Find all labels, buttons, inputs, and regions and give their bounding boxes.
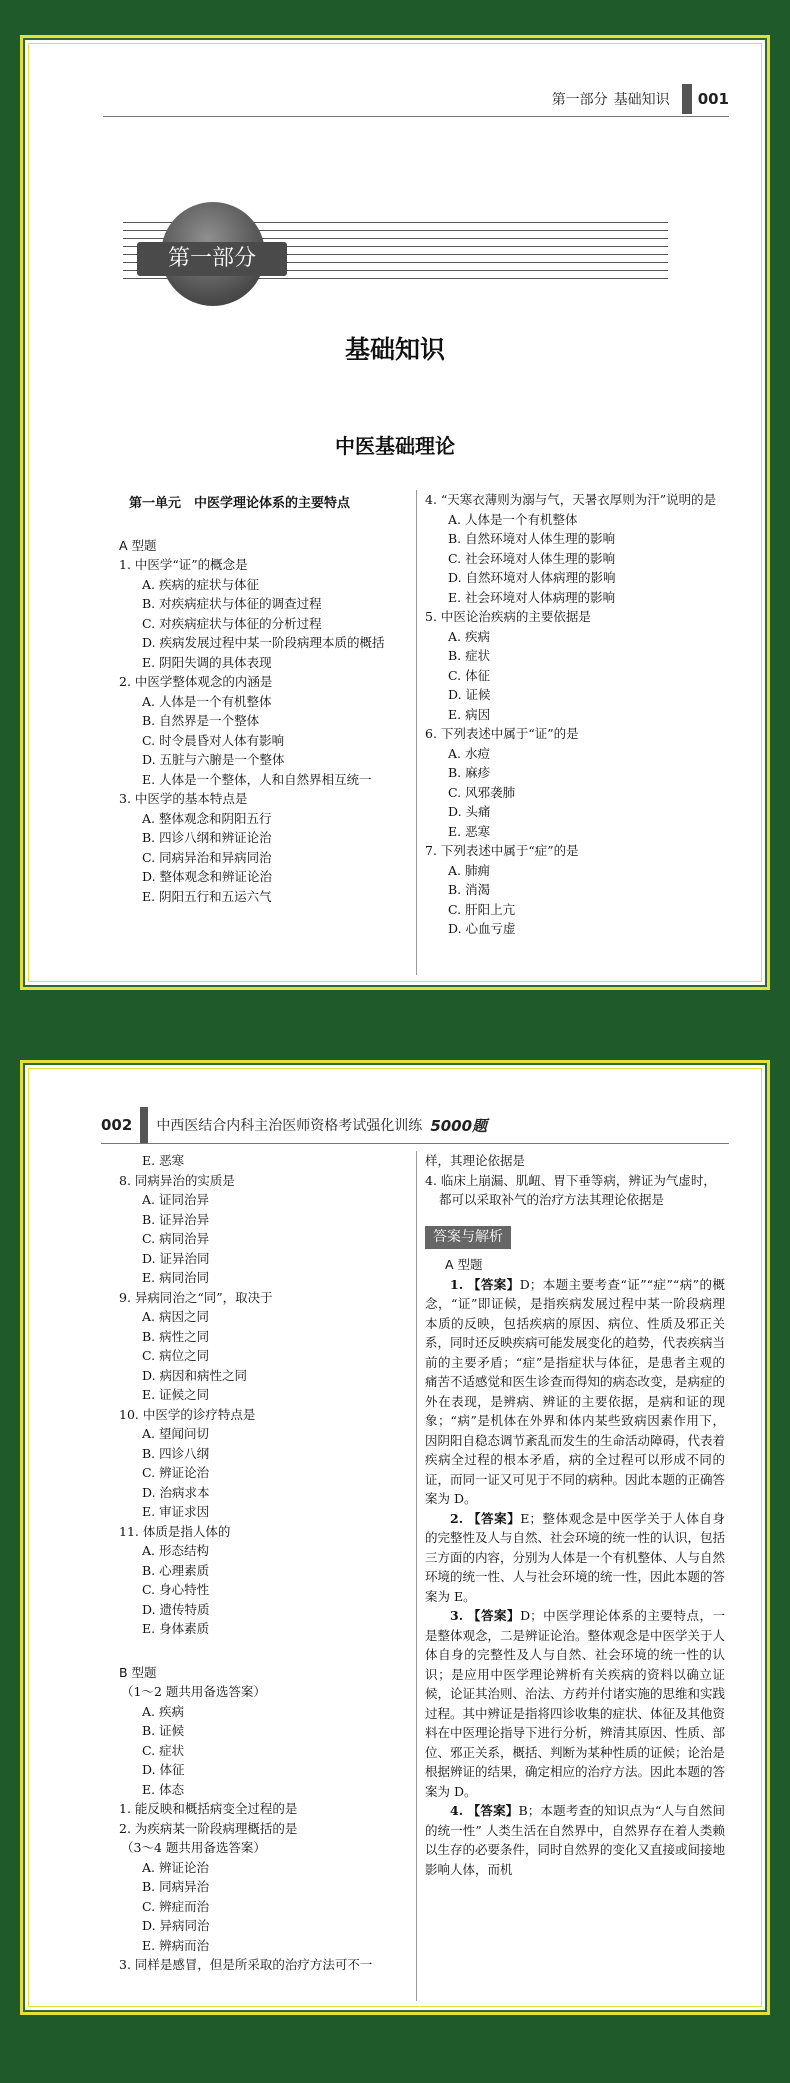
- answer-option: C. 病同治异: [142, 1231, 210, 1246]
- question-stem: 4. “天寒衣薄则为溺与气，天暑衣厚则为汗”说明的是: [425, 492, 717, 507]
- answer-option: B. 对疾病症状与体征的调查过程: [142, 596, 322, 611]
- answer-option: C. 身心特性: [142, 1582, 210, 1597]
- answer-option: E. 审证求因: [142, 1504, 210, 1519]
- answer-option: C. 对疾病症状与体征的分析过程: [142, 615, 322, 631]
- question-type-label: B 型题: [119, 1664, 157, 1680]
- answer-option: D. 疾病发展过程中某一阶段病理本质的概括: [142, 635, 385, 650]
- header-section: 第一部分: [551, 92, 608, 108]
- book-page-001: [20, 35, 770, 990]
- answer-option: D. 头痛: [448, 804, 491, 819]
- answer-text: D；中医学理论体系的主要特点，一是整体观念，二是辨证论治。整体观念是中医学关于人体自身的完整性及人与自然、社会环境的统一性的认识；是应用中医学理论辨析有关疾病的资料以确立证候，论证其治则、治法、方药并付诸实施的思维和实践过程。其中辨证是指将四诊收集的症状、体征及其他资料在中医理论指导下进行分析，辨清其原因、性质、部位、邪正关系，概括、判断为某种性质的证候；论治是根据辨证的结果，确定相应的治疗方法。因此本题的答案为 D。: [425, 1608, 726, 1799]
- answer-option: E. 人体是一个整体，人和自然界相互统一: [142, 771, 372, 787]
- answer-option: E. 证候之同: [142, 1387, 210, 1402]
- answer-option: D. 证候: [448, 687, 491, 702]
- answer-option: D. 体征: [142, 1762, 185, 1777]
- answer-option: C. 辨证论治: [142, 1465, 210, 1480]
- right-column: [425, 490, 725, 939]
- answer-option: E. 病同治同: [142, 1270, 210, 1285]
- answer-option: E. 社会环境对人体病理的影响: [448, 589, 616, 605]
- question-stem: 8. 同病异治的实质是: [119, 1172, 235, 1188]
- answer-explanation: [425, 1509, 725, 1607]
- answer-section-heading: 答案与解析: [425, 1226, 511, 1250]
- answer-option: A. 人体是一个有机整体: [448, 511, 578, 527]
- answer-option: A. 肺痈: [448, 862, 490, 878]
- banner-label: 第一部分: [137, 242, 287, 276]
- answer-option: B. 证异治异: [142, 1211, 210, 1227]
- question-stem: 6. 下列表述中属于“证”的是: [425, 726, 579, 741]
- column-divider: [416, 1151, 417, 2001]
- answer-option: E. 恶寒: [448, 823, 491, 839]
- answer-option: A. 疾病的症状与体征: [142, 576, 259, 592]
- answer-label: 1. 【答案】: [450, 1276, 520, 1292]
- answer-option: B. 同病异治: [142, 1879, 210, 1894]
- page-number: 002: [101, 1116, 133, 1134]
- question-stem: 11. 体质是指人体的: [119, 1523, 231, 1539]
- question-stem: 1. 能反映和概括病变全过程的是: [119, 1801, 298, 1816]
- question-stem: 3. 同样是感冒，但是所采取的治疗方法可不一: [119, 1957, 373, 1972]
- answer-option: D. 整体观念和辨证论治: [142, 869, 273, 884]
- answer-option: D. 病因和病性之同: [142, 1367, 248, 1383]
- running-header: [552, 84, 729, 114]
- answer-option: A. 形态结构: [142, 1543, 209, 1558]
- answer-type-label: A 型题: [445, 1257, 483, 1272]
- running-header: [101, 1107, 487, 1143]
- answer-option: C. 体征: [448, 667, 491, 683]
- header-book-title: 中西医结合内科主治医师资格考试强化训练: [156, 1118, 423, 1134]
- answer-option: D. 遗传特质: [142, 1601, 210, 1617]
- answer-option: E. 恶寒: [142, 1153, 185, 1168]
- answer-text: B；本题考查的知识点为“人与自然间的统一性” 人类生活在自然界中，自然界存在着人类赖以生存的必要条件，同时自然界的变化又直接或间接地影响人体，而机: [425, 1803, 726, 1877]
- answer-option: D. 心血亏虚: [448, 921, 516, 936]
- part-banner: [123, 216, 668, 286]
- answer-text: E；整体观念是中医学关于人体自身的完整性及人与自然、社会环境的统一性的认识，包括三方面的内容，分别为人体是一个有机整体、人与自然环境的统一性、人与社会环境的统一性，因此本题的答案为 E。: [425, 1510, 726, 1604]
- question-stem: 3. 中医学的基本特点是: [119, 791, 248, 806]
- answer-option: A. 疾病: [142, 1703, 184, 1719]
- header-rule: [101, 1143, 729, 1144]
- question-type-label: A 型题: [119, 537, 157, 553]
- answer-option: E. 阴阳五行和五运六气: [142, 888, 272, 904]
- header-book-suffix: 5000题: [430, 1116, 488, 1135]
- answer-label: 2. 【答案】: [450, 1510, 521, 1526]
- answer-option: B. 心理素质: [142, 1562, 210, 1578]
- answer-option: A. 病因之同: [142, 1309, 209, 1324]
- question-stem: 2. 为疾病某一阶段病理概括的是: [119, 1820, 298, 1836]
- answer-text: D；本题主要考查“证”“症”“病”的概念，“证”即证候，是指疾病发展过程中某一阶段病理本质的反映，包括疾病的原因、病位、性质及邪正关系，同时还反映疾病可能发展变化的趋势，代表疾病当前的主要矛盾；“症”是指症状与体征，是患者主观的痛苦不适感觉和医生诊查而得知的病态改变，是病症的外在表现，是辨病、辨证的主要依据，是病和证的现象；“病”是机体在外界和体内某些致病因素作用下，因阴阳自稳态调节紊乱而发生的生命活动障碍，代表着疾病全过程的根本矛盾，病的全过程可以形成不同的证，而同一证又可见于不同的病种。因此本题的正确答案为 D。: [425, 1276, 726, 1506]
- answer-option: E. 辨病而治: [142, 1937, 210, 1953]
- header-subject: 基础知识: [613, 92, 670, 108]
- answer-option: E. 体态: [142, 1781, 185, 1797]
- answer-option: D. 自然环境对人体病理的影响: [448, 570, 616, 585]
- question-stem: 5. 中医论治疾病的主要依据是: [425, 609, 591, 624]
- answer-option: E. 阴阳失调的具体表现: [142, 654, 272, 670]
- question-stem: 10. 中医学的诊疗特点是: [119, 1406, 256, 1422]
- answer-explanation: [425, 1275, 725, 1509]
- answer-option: D. 治病求本: [142, 1484, 210, 1500]
- answer-option: B. 自然环境对人体生理的影响: [448, 531, 616, 546]
- header-bar: [140, 1107, 148, 1143]
- answer-option: A. 证同治异: [142, 1192, 209, 1207]
- shared-options-note: （3～4 题共用备选答案）: [121, 1840, 266, 1855]
- answer-option: D. 异病同治: [142, 1918, 210, 1933]
- answer-label: 4. 【答案】: [450, 1803, 519, 1818]
- spacer: [119, 1639, 409, 1659]
- answer-option: B. 自然界是一个整体: [142, 713, 260, 728]
- answer-option: B. 四诊八纲和辨证论治: [142, 830, 272, 845]
- part-title: 基础知识: [344, 335, 445, 364]
- question-stem: 2. 中医学整体观念的内涵是: [119, 674, 273, 689]
- shared-options-note: （1～2 题共用备选答案）: [121, 1684, 266, 1699]
- answer-option: A. 人体是一个有机整体: [142, 693, 272, 709]
- right-column: [425, 1151, 725, 1879]
- page-number: 001: [697, 90, 729, 108]
- question-stem-continued: 样，其理论依据是: [425, 1153, 526, 1168]
- unit-title: 第一单元 中医学理论体系的主要特点: [129, 496, 351, 511]
- answer-explanation: [425, 1606, 725, 1801]
- answer-option: B. 消渴: [448, 882, 491, 897]
- answer-option: A. 疾病: [448, 628, 490, 644]
- answer-option: A. 整体观念和阴阳五行: [142, 810, 272, 826]
- answer-option: C. 时令晨昏对人体有影响: [142, 732, 285, 748]
- column-divider: [416, 490, 417, 975]
- answer-option: C. 症状: [142, 1742, 185, 1758]
- answer-option: C. 社会环境对人体生理的影响: [448, 550, 616, 566]
- answer-option: B. 证候: [142, 1723, 185, 1738]
- answer-option: D. 五脏与六腑是一个整体: [142, 752, 285, 767]
- chapter-title: 中医基础理论: [335, 434, 455, 458]
- answer-option: C. 同病异治和异病同治: [142, 849, 272, 865]
- answer-option: C. 病位之同: [142, 1348, 210, 1363]
- question-stem: 7. 下列表述中属于“症”的是: [425, 843, 579, 858]
- answer-option: A. 辨证论治: [142, 1859, 209, 1875]
- answer-option: A. 望闻问切: [142, 1426, 209, 1441]
- answer-option: D. 证异治同: [142, 1250, 210, 1266]
- header-bar: [682, 84, 692, 114]
- left-column: [119, 1151, 409, 1975]
- answer-option: A. 水痘: [448, 745, 490, 761]
- answer-option: B. 病性之同: [142, 1328, 210, 1344]
- answer-option: B. 麻疹: [448, 765, 491, 780]
- answer-option: C. 风邪袭肺: [448, 784, 516, 800]
- header-rule: [103, 116, 729, 117]
- question-stem: 9. 异病同治之“同”，取决于: [119, 1289, 273, 1305]
- question-stem: 1. 中医学“证”的概念是: [119, 557, 248, 572]
- answer-option: C. 辨症而治: [142, 1898, 210, 1914]
- answer-option: B. 症状: [448, 648, 491, 663]
- answer-explanation: [425, 1801, 725, 1879]
- answer-option: E. 病因: [448, 706, 491, 722]
- left-column: [119, 490, 409, 906]
- book-page-002: [20, 1060, 770, 2015]
- answer-option: E. 身体素质: [142, 1621, 210, 1636]
- answer-option: B. 四诊八纲: [142, 1445, 210, 1461]
- question-stem: 4. 临床上崩漏、肌衄、胃下垂等病，辨证为气虚时，都可以采取补气的治疗方法其理论依据是: [425, 1172, 716, 1207]
- answer-option: C. 肝阳上亢: [448, 901, 516, 917]
- answer-label: 3. 【答案】: [450, 1608, 521, 1623]
